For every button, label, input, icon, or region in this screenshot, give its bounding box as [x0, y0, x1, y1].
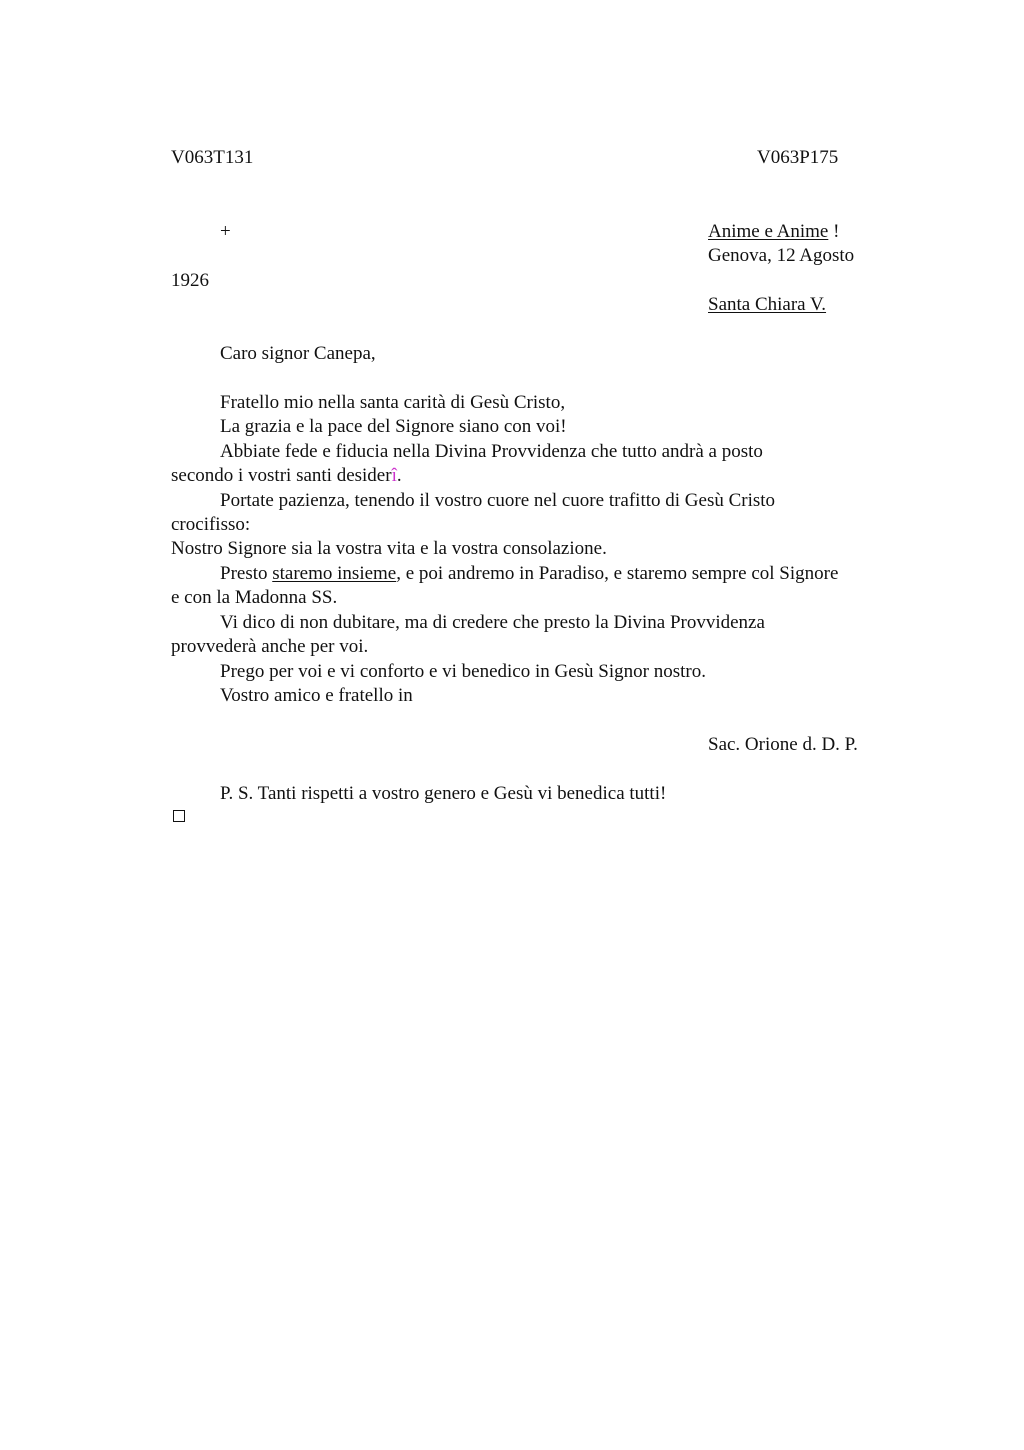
body-line — [171, 464, 402, 488]
body-line: Prego per voi e vi conforto e vi benedico in Gesù Signor nostro. — [220, 661, 706, 682]
body-line: Nostro Signore sia la vostra vita e la vostra consolazione. — [171, 538, 607, 559]
closing: Vostro amico e fratello in — [220, 685, 413, 706]
body-line: Fratello mio nella santa carità di Gesù Cristo, — [220, 392, 566, 413]
postscript: P. S. Tanti rispetti a vostro genero e Gesù vi benedica tutti! — [220, 783, 667, 804]
body-line: Portate pazienza, tenendo il vostro cuore nel cuore trafitto di Gesù Cristo — [220, 490, 776, 511]
highlighted-char: î — [391, 465, 397, 486]
place-date: Genova, 12 Agosto — [708, 245, 855, 266]
year: 1926 — [171, 270, 209, 291]
code-left: V063T131 — [171, 147, 254, 168]
cross-mark: + — [220, 221, 231, 242]
body-line: Abbiate fede e fiducia nella Divina Provvidenza che tutto andrà a posto — [220, 441, 763, 462]
motto: Anime e Anime — [708, 221, 829, 242]
body-line: provvederà anche per voi. — [171, 636, 369, 657]
body-line — [220, 562, 838, 586]
signature: Sac. Orione d. D. P. — [708, 734, 858, 755]
body-line: Vi dico di non dubitare, ma di credere che presto la Divina Provvidenza — [220, 612, 765, 633]
body-line: e con la Madonna SS. — [171, 587, 338, 608]
end-box-icon — [173, 810, 185, 822]
salutation: Caro signor Canepa, — [220, 343, 376, 364]
text-run: . — [396, 465, 402, 486]
text-run: Presto — [220, 563, 273, 584]
text-run: secondo i vostri santi desider — [171, 465, 392, 486]
body-line: crocifisso: — [171, 514, 251, 535]
text-run: , e poi andremo in Paradiso, e staremo sempre col Signore — [396, 563, 839, 584]
code-right: V063P175 — [757, 147, 839, 168]
saint-of-day: Santa Chiara V. — [708, 294, 827, 315]
motto-line — [708, 220, 839, 244]
underlined-phrase: staremo insieme — [272, 563, 397, 584]
motto-punct: ! — [833, 221, 840, 242]
body-line: La grazia e la pace del Signore siano con voi! — [220, 416, 567, 437]
